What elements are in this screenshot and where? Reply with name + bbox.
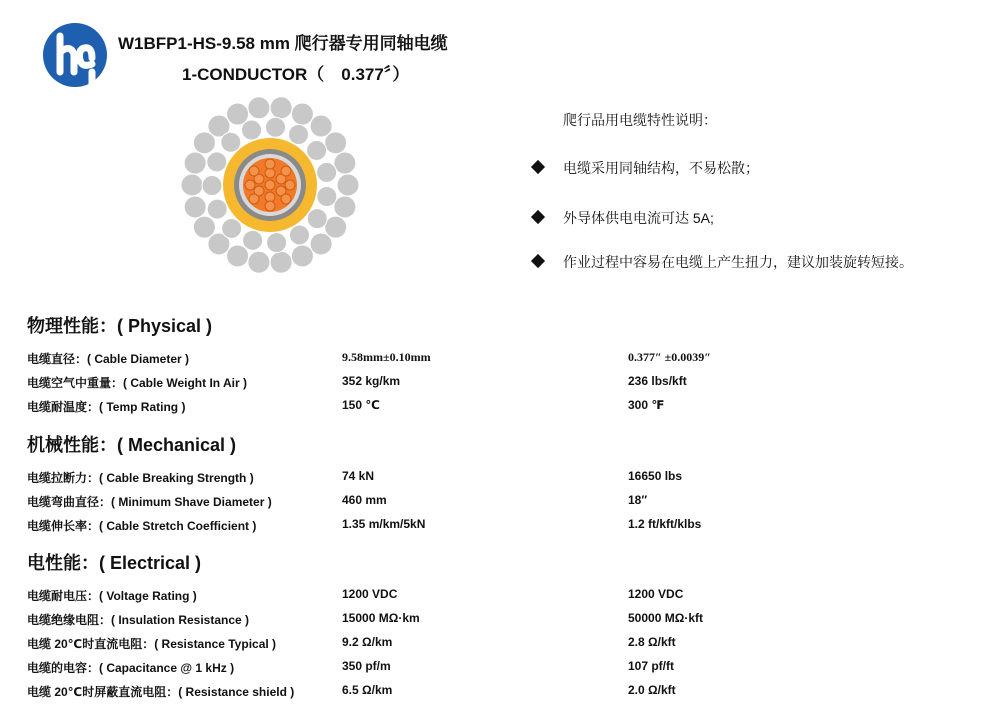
outer-armor-wire <box>181 174 203 196</box>
spec-metric-value: 1200 VDC <box>342 587 398 601</box>
spec-metric-value: 350 pf/m <box>342 659 391 673</box>
inner-armor-wire <box>267 233 287 253</box>
spec-imperial-value: 107 pf/ft <box>628 659 675 673</box>
spec-metric-value: 15000 MΩ·km <box>342 611 420 625</box>
inner-armor-wire <box>222 218 242 238</box>
spec-imperial-value: 2.0 Ω/kft <box>628 683 676 697</box>
page-title: W1BFP1-HS-9.58 mm 爬行器专用同轴电缆 <box>118 34 448 53</box>
cable-cross-section-image <box>180 95 360 275</box>
spec-metric-value: 6.5 Ω/km <box>342 683 393 697</box>
spec-metric-value: 460 mm <box>342 493 387 507</box>
spec-imperial-value: 2.8 Ω/kft <box>628 635 676 649</box>
outer-armor-wire <box>248 97 270 119</box>
spec-label: 电缆 20℃时直流电阻：( Resistance Typical ) <box>27 637 277 651</box>
feature-item <box>530 252 913 272</box>
inner-armor-wire <box>317 187 337 207</box>
feature-item <box>530 158 759 178</box>
inner-armor-wire <box>307 209 327 229</box>
section-title-mechanical: 机械性能：( Mechanical ) <box>27 435 237 455</box>
spec-row <box>27 659 987 679</box>
outer-armor-wire <box>184 196 206 218</box>
conductor-strand <box>265 180 275 190</box>
conductor-strand <box>245 180 255 190</box>
spec-imperial-value: 1.2 ft/kft/klbs <box>628 517 702 531</box>
spec-imperial-value: 18″ <box>628 493 648 507</box>
spec-row <box>27 683 987 703</box>
outer-armor-wire <box>310 233 332 255</box>
spec-metric-value: 352 kg/km <box>342 374 401 388</box>
page-subtitle: 1-CONDUCTOR（ 0.377〞） <box>182 65 410 84</box>
outer-armor-wire <box>184 152 206 174</box>
inner-armor-wire <box>289 124 309 144</box>
spec-metric-value: 9.58mm±0.10mm <box>342 350 431 364</box>
outer-armor-wire <box>270 251 292 273</box>
outer-armor-wire <box>291 245 313 267</box>
spec-imperial-value: 1200 VDC <box>628 587 684 601</box>
spec-label: 电缆耐电压：( Voltage Rating ) <box>27 589 197 603</box>
conductor-strand <box>249 166 259 176</box>
spec-imperial-value: 0.377″ ±0.0039″ <box>628 350 711 364</box>
spec-row <box>27 398 987 418</box>
inner-armor-wire <box>266 117 286 137</box>
inner-armor-wire <box>243 230 263 250</box>
spec-row <box>27 635 987 655</box>
outer-armor-wire <box>337 174 359 196</box>
inner-armor-wire <box>307 140 327 160</box>
spec-metric-value: 9.2 Ω/km <box>342 635 393 649</box>
conductor-strand <box>265 159 275 169</box>
inner-armor-wire <box>202 176 222 196</box>
spec-row <box>27 374 987 394</box>
spec-imperial-value: 16650 lbs <box>628 469 683 483</box>
inner-armor-wire <box>317 162 337 182</box>
spec-row <box>27 587 987 607</box>
outer-armor-wire <box>334 196 356 218</box>
outer-armor-wire <box>193 216 215 238</box>
spec-row <box>27 469 987 489</box>
conductor-strand <box>265 201 275 211</box>
conductor-strand <box>281 166 291 176</box>
spec-row <box>27 611 987 631</box>
spec-label: 电缆的电容：( Capacitance @ 1 kHz ) <box>27 661 235 675</box>
conductor-strand <box>281 194 291 204</box>
spec-label: 电缆伸长率：( Cable Stretch Coefficient ) <box>27 519 257 533</box>
spec-label: 电缆弯曲直径：( Minimum Shave Diameter ) <box>27 495 272 509</box>
spec-metric-value: 150 ℃ <box>342 398 380 412</box>
conductor-strand <box>285 180 295 190</box>
company-logo-icon <box>40 22 110 88</box>
inner-armor-wire <box>207 152 227 172</box>
outer-armor-wire <box>248 251 270 273</box>
section-title-electrical: 电性能：( Electrical ) <box>27 553 202 573</box>
feature-text: 作业过程中容易在电缆上产生扭力，建议加装旋转短接。 <box>563 254 913 270</box>
spec-metric-value: 1.35 m/km/5kN <box>342 517 426 531</box>
diamond-bullet-icon <box>531 254 545 268</box>
inner-armor-wire <box>221 132 241 152</box>
feature-text: 外导体供电电流可达 5A; <box>563 210 714 226</box>
spec-row <box>27 350 987 370</box>
spec-label: 电缆直径：( Cable Diameter ) <box>27 352 190 366</box>
spec-metric-value: 74 kN <box>342 469 375 483</box>
spec-label: 电缆拉断力：( Cable Breaking Strength ) <box>27 471 254 485</box>
feature-item <box>530 208 714 228</box>
outer-armor-wire <box>227 245 249 267</box>
diamond-bullet-icon <box>531 160 545 174</box>
inner-armor-wire <box>289 225 309 245</box>
spec-label: 电缆耐温度：( Temp Rating ) <box>27 400 186 414</box>
spec-row <box>27 493 987 513</box>
spec-imperial-value: 300 ℉ <box>628 398 665 412</box>
inner-armor-wire <box>207 199 227 219</box>
spec-label: 电缆空气中重量：( Cable Weight In Air ) <box>27 376 248 390</box>
outer-armor-wire <box>334 152 356 174</box>
section-title-physical: 物理性能：( Physical ) <box>27 316 213 336</box>
feature-text: 电缆采用同轴结构，不易松散； <box>563 160 759 176</box>
spec-imperial-value: 236 lbs/kft <box>628 374 687 388</box>
outer-armor-wire <box>325 132 347 154</box>
spec-row <box>27 517 987 537</box>
conductor-strand <box>249 194 259 204</box>
outer-armor-wire <box>270 97 292 119</box>
spec-imperial-value: 50000 MΩ·kft <box>628 611 703 625</box>
diamond-bullet-icon <box>531 210 545 224</box>
features-heading: 爬行品用电缆特性说明： <box>563 112 717 128</box>
outer-armor-wire <box>291 103 313 125</box>
spec-label: 电缆绝缘电阻：( Insulation Resistance ) <box>27 613 250 627</box>
spec-label: 电缆 20℃时屏蔽直流电阻：( Resistance shield ) <box>27 685 295 699</box>
inner-armor-wire <box>242 120 262 140</box>
